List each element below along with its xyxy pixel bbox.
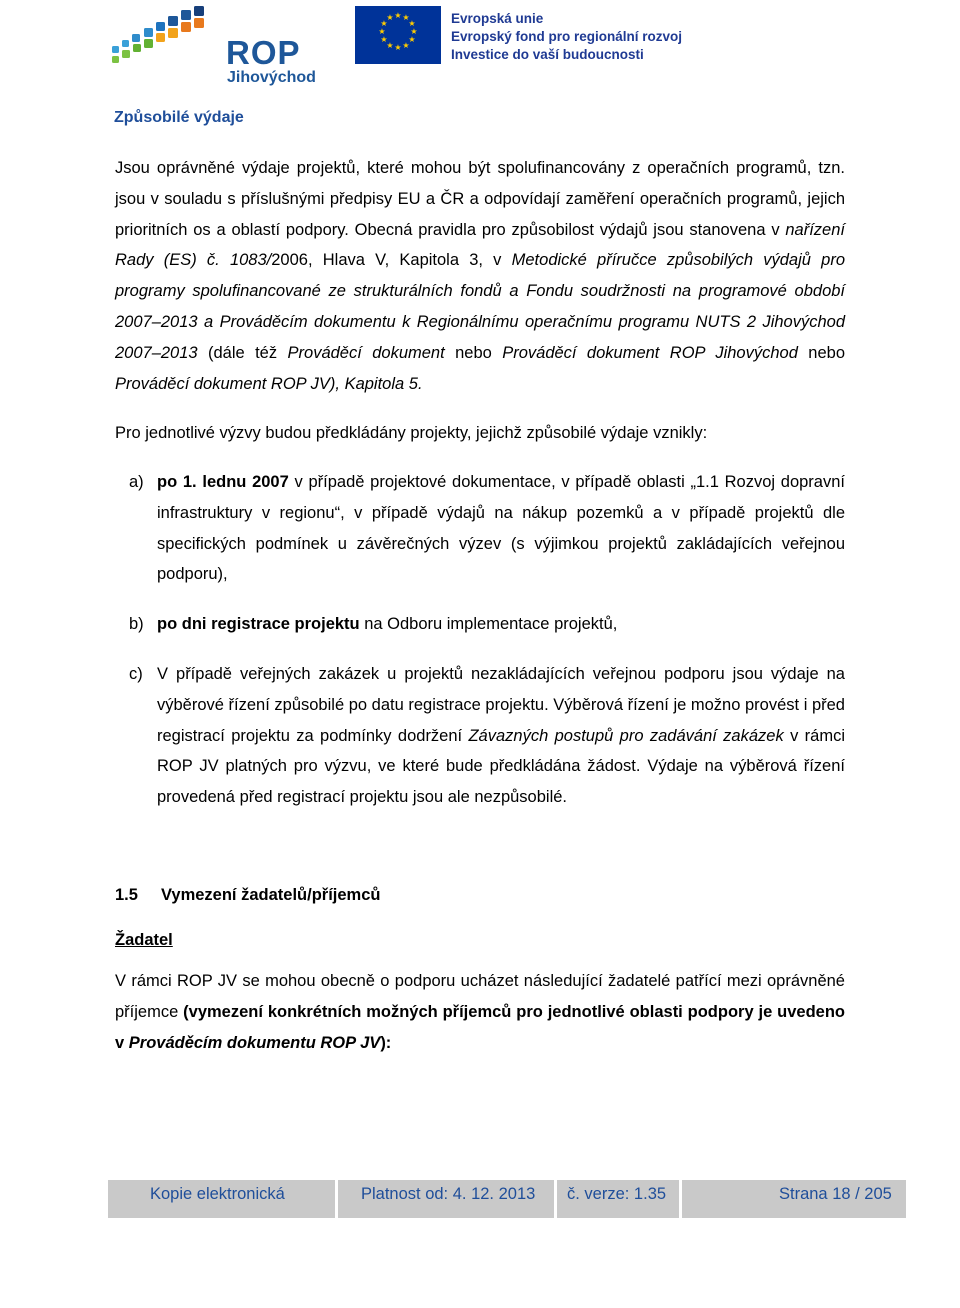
svg-text:★: ★ <box>380 19 388 28</box>
svg-text:★: ★ <box>410 27 418 36</box>
list-item-c: V případě veřejných zakázek u projektů nezakládajících veřejnou podporu jsou výdaje na výběrové řízení způsobilé po datu registrace projektu. Výběrová řízení je možno provést i před registrací projektu za podmínky dodržení Závazných postupů pro zadávání zakázek v rámci ROP JV platných pro výzvu, ve které bude předkládána žádost. Výdaje na výběrová řízení provedená před registrací projektu jsou ale nezpůsobilé. <box>157 665 845 807</box>
list-item-label-b: b) <box>129 615 144 633</box>
footer-version: č. verze: 1.35 <box>567 1185 667 1203</box>
list-item-b: po dni registrace projektu na Odboru implementace projektů, <box>157 615 618 633</box>
list-item-label-a: a) <box>129 473 144 491</box>
svg-text:★: ★ <box>402 13 410 22</box>
section-heading: Způsobilé výdaje <box>114 109 244 126</box>
paragraph-applicants: V rámci ROP JV se mohou obecně o podporu ucházet následující žadatelé patřící mezi oprávněné příjemce (vymezení konkrétních možných příjemců pro jednotlivé oblasti podpory je uvedeno v Prováděcím dokumentu ROP JV): <box>115 972 845 1052</box>
rop-logo-icon <box>108 6 228 68</box>
footer-validity: Platnost od: 4. 12. 2013 <box>361 1185 536 1203</box>
footer-divider <box>335 1180 338 1218</box>
footer-divider <box>679 1180 682 1218</box>
paragraph-projects-intro: Pro jednotlivé výzvy budou předkládány projekty, jejichž způsobilé výdaje vznikly: <box>115 424 708 442</box>
heading-1-5-number: 1.5 <box>115 886 138 904</box>
footer-page-number: Strana 18 / 205 <box>779 1185 892 1203</box>
rop-logo <box>108 6 318 86</box>
zadatel-heading: Žadatel <box>115 931 173 949</box>
eu-logo-line-3: Investice do vaší budoucnosti <box>451 47 644 62</box>
paragraph-eligible-costs: Jsou oprávněné výdaje projektů, které mohou být spolufinancovány z operačních programů, tzn. jsou v souladu s příslušnými předpisy EU a ČR a odpovídají zaměření operačních programů, jejich prioritních os a oblastí podpory. Obecná pravidla pro způsobilost výdajů jsou stanovena v nařízení Rady (ES) č. 1083/2006, Hlava V, Kapitola 3, v Metodické příručce způsobilých výdajů pro programy spolufinancované ze strukturálních fondů a Fondu soudržnosti na programové období 2007–2013 a Prováděcím dokumentu k Regionálnímu operačnímu programu NUTS 2 Jihovýchod 2007–2013 (dále též Prováděcí dokument nebo Prováděcí dokument ROP Jihovýchod nebo Prováděcí dokument ROP JV), Kapitola 5. <box>115 159 846 393</box>
eu-flag-icon <box>355 6 441 64</box>
svg-text:★: ★ <box>386 13 394 22</box>
rop-logo-subtitle: Jihovýchod <box>227 69 316 86</box>
eu-logo-line-2: Evropský fond pro regionální rozvoj <box>451 29 683 44</box>
svg-text:★: ★ <box>402 41 410 50</box>
svg-text:★: ★ <box>394 43 402 52</box>
svg-text:★: ★ <box>386 41 394 50</box>
rop-logo-title: ROP <box>226 34 301 71</box>
svg-text:★: ★ <box>408 35 416 44</box>
svg-text:★: ★ <box>394 11 402 20</box>
svg-text:★: ★ <box>408 19 416 28</box>
footer-copy: Kopie elektronická <box>150 1185 285 1203</box>
page-footer <box>108 1180 906 1218</box>
heading-1-5 <box>115 886 380 905</box>
heading-1-5-title: Vymezení žadatelů/příjemců <box>161 886 381 904</box>
svg-text:★: ★ <box>380 35 388 44</box>
footer-divider <box>554 1180 557 1218</box>
list-item-label-c: c) <box>129 665 143 683</box>
list-item-a: po 1. lednu 2007 v případě projektové dokumentace, v případě oblasti „1.1 Rozvoj dopravní infrastruktury v regionu“, v případě výdajů na nákup pozemků a v případě projektů dle specifických podmínek u závěrečných výzev (s výjimkou projektů zakládajících veřejnou podporu), <box>157 473 845 584</box>
eu-logo-line-1: Evropská unie <box>451 11 544 26</box>
eu-logo <box>355 6 683 66</box>
svg-text:★: ★ <box>378 27 386 36</box>
